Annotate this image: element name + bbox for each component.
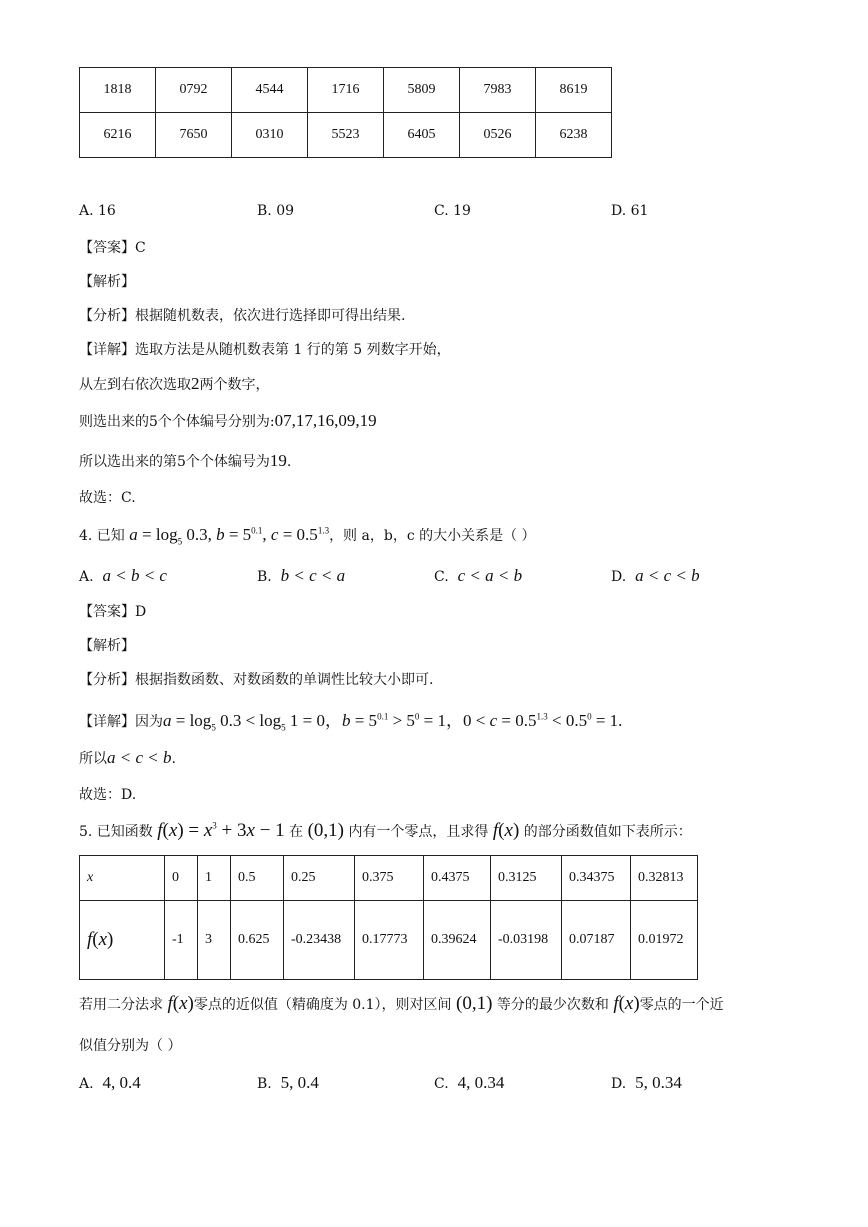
- table-cell: 7650: [156, 113, 232, 158]
- option-letter: C.: [434, 569, 449, 585]
- q5-question-line-2: 似值分别为（ ）: [79, 1038, 182, 1054]
- q5-option-a: [79, 1073, 141, 1093]
- table-cell: 0.17773: [355, 901, 424, 980]
- text: 所以: [79, 751, 107, 767]
- table-cell: 6238: [536, 113, 612, 158]
- number: 2: [191, 374, 200, 393]
- option-letter: B.: [257, 569, 272, 585]
- q4-choose: 故选：D.: [79, 787, 137, 803]
- q5-question-line-1: [79, 993, 724, 1015]
- function-symbol: f(x): [613, 993, 640, 1014]
- q4-formula: $a = \log_5 0.3$, $b = 5^{0.1}$, $c = 0.5^{1.3}$: [129, 525, 330, 547]
- table-row: [80, 856, 698, 901]
- option-letter: B.: [257, 1076, 272, 1092]
- table-cell: 0.07187: [562, 901, 631, 980]
- option-letter: D.: [611, 569, 627, 585]
- table-header-fx: f(x): [80, 901, 165, 980]
- option-value: 4, 0.4: [102, 1073, 141, 1092]
- text: 零点的一个近: [639, 997, 724, 1013]
- table-row: [80, 113, 612, 158]
- q4-option-b: B. b < c < a: [257, 566, 346, 585]
- table-cell: 5523: [308, 113, 384, 158]
- q3-option-d: D. 61: [611, 203, 649, 219]
- q3-option-b: B. 09: [257, 203, 295, 219]
- option-letter: D.: [611, 1076, 627, 1092]
- q5-option-d: [611, 1073, 682, 1093]
- function-symbol: f(x): [167, 993, 194, 1014]
- q3-analysis: 【分析】根据随机数表，依次进行选择即可得出结果.: [79, 308, 406, 324]
- option-value: 4, 0.34: [457, 1073, 505, 1092]
- q4-option-a: A. a < b < c: [79, 566, 167, 585]
- q5-option-b: [257, 1073, 319, 1093]
- option-value: 5, 0.4: [280, 1073, 319, 1092]
- text: .: [286, 454, 292, 470]
- option-value: 5, 0.34: [635, 1073, 682, 1092]
- option-letter: C.: [434, 1076, 449, 1092]
- q3-detail-line-4: [79, 451, 291, 471]
- text: 若用二分法求: [79, 997, 163, 1013]
- table-cell: 0526: [460, 113, 536, 158]
- text: 在: [289, 824, 304, 840]
- interval: (0,1): [307, 820, 344, 841]
- table-cell: 0792: [156, 68, 232, 113]
- text: 两个数字，: [199, 377, 270, 393]
- table-cell: 8619: [536, 68, 612, 113]
- table-cell: 0.3125: [491, 856, 562, 901]
- option-letter: A.: [79, 1076, 94, 1092]
- table-cell: 1: [198, 856, 231, 901]
- text: 则选出来的5个个体编号分别为:: [79, 414, 275, 430]
- table-cell: 0310: [232, 113, 308, 158]
- q4-detail-formula: $a = \log_5 0.3 < \log_5 1 = 0$，$b = 5^{0.1} > 5^0 = 1$，$0 < c = 0.5^{1.3} < 0.5^0 = 1$.: [163, 711, 623, 733]
- text: 零点的近似值（精确度为 0.1），则对区间: [193, 997, 452, 1013]
- table-cell: 0.5: [231, 856, 284, 901]
- text: 等分的最少次数和: [496, 997, 609, 1013]
- interval: (0,1): [456, 993, 493, 1014]
- q4-option-d: D. a < c < b: [611, 566, 700, 585]
- q4-analysis-heading: 【解析】: [79, 638, 135, 654]
- table-cell: 0.39624: [424, 901, 491, 980]
- q3-detail-line-1: 【详解】选取方法是从随机数表第 1 行的第 5 列数字开始，: [79, 342, 451, 358]
- table-cell: 0.34375: [562, 856, 631, 901]
- table-cell: 6216: [80, 113, 156, 158]
- table-cell: 0.01972: [631, 901, 698, 980]
- q3-choose: 故选：C.: [79, 490, 136, 506]
- table-cell: 3: [198, 901, 231, 980]
- q4-detail: [79, 706, 622, 732]
- q4-answer: 【答案】D: [79, 604, 147, 620]
- table-header-x: [80, 856, 165, 901]
- q3-detail-line-3: [79, 411, 377, 431]
- table-row: [80, 901, 698, 980]
- text: 4. 已知: [79, 528, 125, 544]
- function-value-table: [79, 855, 698, 980]
- table-cell: 4544: [232, 68, 308, 113]
- q4-stem: [79, 525, 536, 546]
- table-cell: 0.375: [355, 856, 424, 901]
- table-cell: 0.25: [284, 856, 355, 901]
- text: 【详解】因为: [79, 714, 163, 730]
- table-cell: 5809: [384, 68, 460, 113]
- q5-option-c: [434, 1073, 504, 1093]
- function-symbol: f(x): [492, 820, 520, 841]
- x-label: x: [87, 870, 94, 885]
- q3-option-a: A. 16: [79, 203, 116, 219]
- text: 所以选出来的第5个个体编号为: [79, 454, 270, 470]
- text: 5. 已知函数: [79, 824, 153, 840]
- q4-analysis: 【分析】根据指数函数、对数函数的单调性比较大小即可.: [79, 672, 434, 688]
- q4-option-c: C. c < a < b: [434, 566, 523, 585]
- q5-function: $f(x) = x^3 + 3x - 1$: [157, 820, 285, 841]
- q4-conclusion: 所以a < c < b.: [79, 748, 176, 767]
- text: 从左到右依次选取: [79, 377, 191, 393]
- q3-option-c: C. 19: [434, 203, 471, 219]
- table-cell: 7983: [460, 68, 536, 113]
- random-number-table: [79, 67, 612, 158]
- number-list: 07,17,16,09,19: [274, 411, 377, 430]
- table-cell: 0: [165, 856, 198, 901]
- table-row: [80, 68, 612, 113]
- text: 内有一个零点，且求得: [348, 824, 489, 840]
- q5-stem: [79, 820, 692, 842]
- text: 的部分函数值如下表所示：: [523, 824, 692, 840]
- table-cell: -1: [165, 901, 198, 980]
- table-cell: 0.4375: [424, 856, 491, 901]
- table-cell: 1716: [308, 68, 384, 113]
- text: ，则 a，b，c 的大小关系是（ ）: [329, 528, 536, 544]
- table-cell: 6405: [384, 113, 460, 158]
- table-cell-wrapped: -0.03198: [491, 901, 562, 980]
- q3-answer: 【答案】C: [79, 240, 146, 256]
- q3-detail-line-2: [79, 374, 270, 394]
- table-cell: 0.32813: [631, 856, 698, 901]
- table-cell: 1818: [80, 68, 156, 113]
- q3-analysis-heading: 【解析】: [79, 274, 135, 290]
- table-cell: 0.625: [231, 901, 284, 980]
- option-letter: A.: [79, 569, 94, 585]
- table-cell-wrapped: -0.23438: [284, 901, 355, 980]
- number: 19: [269, 451, 287, 470]
